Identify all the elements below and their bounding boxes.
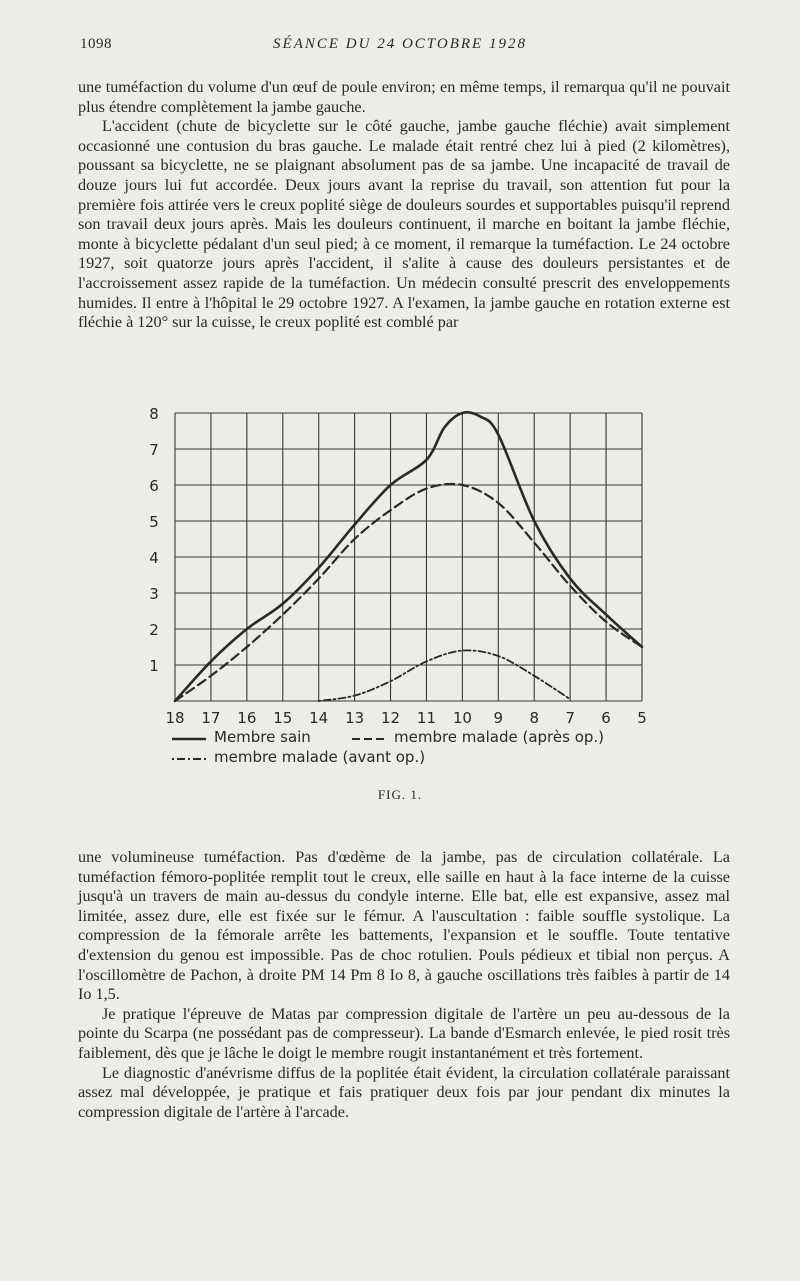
series-line-3 bbox=[319, 650, 570, 701]
paragraph: L'accident (chute de bicyclette sur le côté gauche, jambe gauche fléchie) avait simplement occasionné une contusion du bras gauche. Le malade était rentré chez lui à pied (2 kilomètres), poussant sa bicyclette, ne se plaignant absolument pas de sa jambe. Une incapacité de travail de douze jours lui fut accordée. Deux jours avant la reprise du travail, son attention fut pour la première fois attirée vers le creux poplité siège de douleurs sourdes et supportables puisqu'il reprend son travail deux jours après. Mais les douleurs continuent, il marche en boitant la jambe fléchie, monte à bicyclette pédalant d'un seul pied; à ce moment, il remarque la tuméfaction. Le 24 octobre 1927, soit quatorze jours après l'accident, il s'alite à cause des douleurs persistantes et de l'accroissement assez rapide de la tuméfaction. Un médecin consulté prescrit des enveloppements humides. Il entre à l'hôpital le 29 octobre 1927. A l'examen, la jambe gauche en rotation externe est fléchie à 120° sur la cuisse, le creux poplité est comblé par bbox=[78, 117, 730, 332]
page-header bbox=[0, 36, 800, 58]
legend-swatch-dashdot bbox=[172, 753, 206, 761]
x-tick-label: 9 bbox=[493, 709, 504, 727]
legend-label: membre malade (avant op.) bbox=[214, 748, 426, 766]
x-tick-label: 14 bbox=[309, 709, 329, 727]
running-title: SÉANCE DU 24 OCTOBRE 1928 bbox=[273, 36, 527, 52]
x-tick-label: 8 bbox=[529, 709, 540, 727]
y-tick-label: 5 bbox=[149, 513, 159, 531]
figure-caption: FIG. 1. bbox=[377, 787, 423, 802]
y-tick-label: 6 bbox=[149, 477, 159, 495]
y-tick-label: 7 bbox=[149, 441, 159, 459]
paragraph: une tuméfaction du volume d'un œuf de poule environ; en même temps, il remarqua qu'il ne pouvait plus étendre complètement la jambe gauche. bbox=[78, 78, 730, 116]
legend-item-apres bbox=[352, 728, 604, 746]
y-tick-label: 1 bbox=[149, 657, 159, 675]
x-tick-label: 12 bbox=[380, 709, 401, 727]
paragraph: Le diagnostic d'anévrisme diffus de la poplitée était évident, la circulation collatérale paraissant assez mal développée, je pratique et fais pratiquer deux fois par jour pendant dix minutes la compression digitale de l'artère à l'arcade. bbox=[78, 1063, 730, 1121]
x-tick-label: 13 bbox=[345, 709, 365, 727]
y-tick-label: 2 bbox=[149, 621, 159, 639]
x-tick-label: 5 bbox=[637, 709, 647, 727]
legend-label: membre malade (après op.) bbox=[394, 728, 605, 746]
legend-swatch-dashed bbox=[352, 733, 386, 741]
x-tick-label: 6 bbox=[601, 709, 611, 727]
legend-item-avant bbox=[172, 748, 425, 766]
figure-chart bbox=[130, 396, 670, 776]
legend-swatch-solid bbox=[172, 733, 206, 741]
line-chart bbox=[130, 396, 670, 776]
legend-item-sain bbox=[172, 728, 311, 746]
y-tick-label: 4 bbox=[149, 549, 159, 567]
paragraph: Je pratique l'épreuve de Matas par compression digitale de l'artère un peu au-dessous de la pointe du Scarpa (ne possédant pas de compresseur). La bande d'Esmarch enlevée, le pied rosit très faiblement, dès que je lâche le doigt le membre rougit instantanément et très fortement. bbox=[78, 1004, 730, 1062]
y-tick-label: 3 bbox=[149, 585, 159, 603]
x-tick-label: 11 bbox=[416, 709, 437, 727]
x-tick-label: 10 bbox=[452, 709, 472, 727]
body-text-top bbox=[78, 78, 730, 333]
legend-label: Membre sain bbox=[214, 728, 311, 746]
x-tick-label: 17 bbox=[201, 709, 221, 727]
body-text-bottom bbox=[78, 848, 730, 1122]
chart-legend bbox=[172, 728, 692, 772]
y-tick-label: 8 bbox=[149, 405, 159, 423]
x-tick-label: 18 bbox=[165, 709, 185, 727]
page-number: 1098 bbox=[80, 36, 112, 52]
x-tick-label: 7 bbox=[565, 709, 575, 727]
paragraph: une volumineuse tuméfaction. Pas d'œdème de la jambe, pas de circulation collatérale. La tuméfaction fémoro-poplitée remplit tout le creux, elle saille en haut à la face interne de la cuisse jusqu'à un travers de main au-dessus du condyle interne. Elle bat, elle est expansive, assez mal limitée, assez dure, elle est fixée sur le fémur. A l'auscultation : faible souffle systolique. La compression de la fémorale arrête les battements, l'expansion et le souffle. Toute tentative d'extension du genou est impossible. Pas de choc rotulien. Pouls pédieux et tibial non perçus. A l'oscillomètre de Pachon, à droite PM 14 Pm 8 Io 8, à gauche oscillations très faibles à partir de 14 Io 1,5. bbox=[78, 848, 730, 1004]
x-tick-label: 16 bbox=[237, 709, 257, 727]
x-tick-label: 15 bbox=[273, 709, 293, 727]
